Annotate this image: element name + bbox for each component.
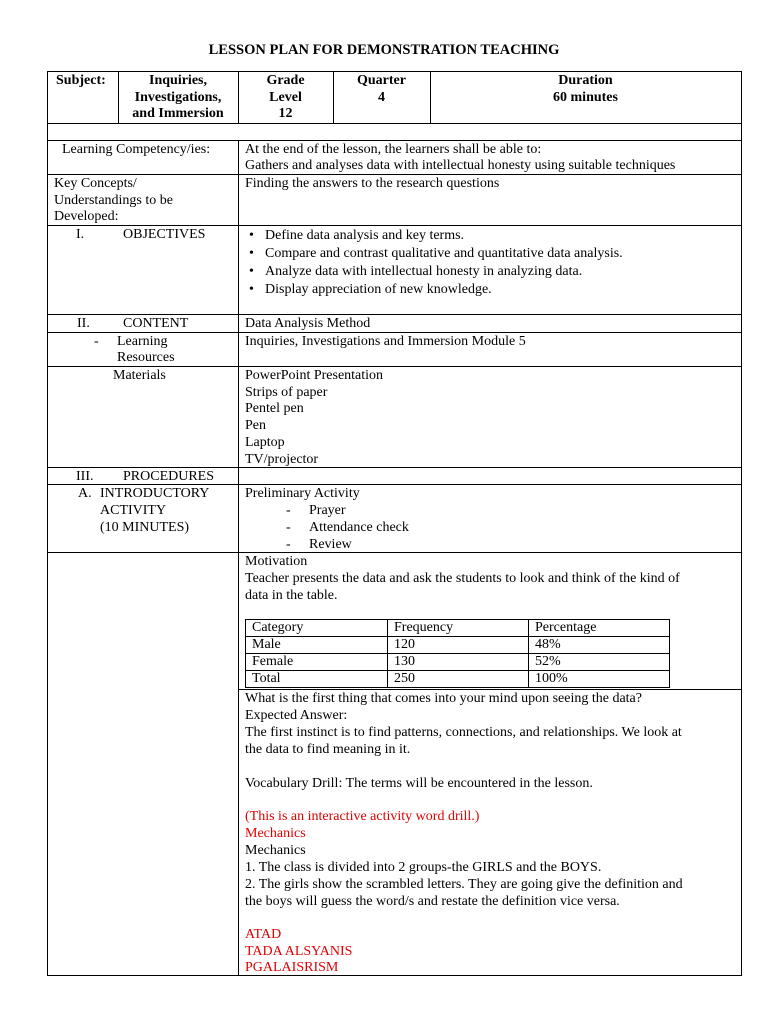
motivation-line-1: Teacher presents the data and ask the students to look and think of the kind of [245, 571, 680, 586]
expected-answer-label: Expected Answer: [245, 708, 348, 723]
objective-item: • Analyze data with intellectual honesty in analyzing data. [244, 263, 623, 281]
material-item: TV/projector [245, 452, 319, 467]
table-cell: Male [246, 637, 388, 654]
grade-line-3: 12 [278, 106, 293, 121]
scrambled-word: PGALAISRISM [245, 960, 339, 975]
objectives-number: I. [76, 227, 85, 242]
scrambled-word: ATAD [245, 927, 282, 942]
material-item: Strips of paper [245, 385, 328, 400]
content-number: II. [77, 316, 90, 331]
resources-label-1: Learning [117, 334, 168, 349]
content-heading: CONTENT [123, 316, 189, 331]
objectives-heading: OBJECTIVES [123, 227, 206, 242]
subject-line-3: and Immersion [132, 106, 224, 121]
key-concepts-label-2: Understandings to be [54, 193, 173, 208]
table-row [246, 654, 670, 671]
key-concepts-label-3: Developed: [54, 209, 119, 224]
table-cell: Total [246, 671, 388, 688]
table-header-cell: Category [246, 620, 388, 637]
interactive-note: (This is an interactive activity word drill.) [245, 809, 480, 824]
competency-label: Learning Competency/ies: [62, 142, 211, 157]
table-cell: 130 [388, 654, 529, 671]
mechanics-heading: Mechanics [245, 843, 306, 858]
resources-label-2: Resources [117, 350, 175, 365]
table-cell: Female [246, 654, 388, 671]
scrambled-word: TADA ALSYANIS [245, 944, 353, 959]
content-value: Data Analysis Method [245, 316, 371, 331]
key-concepts-label-1: Key Concepts/ [54, 176, 137, 191]
list-dash: - [286, 537, 291, 552]
data-table [245, 619, 670, 688]
intro-label-1: INTRODUCTORY [100, 486, 210, 501]
procedures-number: III. [76, 469, 94, 484]
document-title: LESSON PLAN FOR DEMONSTRATION TEACHING [208, 42, 560, 58]
table-header-row [246, 620, 670, 637]
vocabulary-drill: Vocabulary Drill: The terms will be encountered in the lesson. [245, 776, 593, 791]
mechanics-line-1: 1. The class is divided into 2 groups-the GIRLS and the BOYS. [245, 860, 602, 875]
resources-value: Inquiries, Investigations and Immersion Module 5 [245, 334, 526, 349]
quarter-line-2: 4 [378, 90, 385, 105]
subject-line-2: Investigations, [134, 90, 222, 105]
answer-line-2: the data to find meaning in it. [245, 742, 411, 757]
intro-label-3: (10 MINUTES) [100, 520, 190, 535]
table-cell: 52% [529, 654, 670, 671]
grade-line-2: Level [269, 90, 302, 105]
preliminary-item: Prayer [309, 503, 346, 518]
table-cell: 250 [388, 671, 529, 688]
list-dash: - [286, 503, 291, 518]
subject-label: Subject: [56, 73, 106, 88]
competency-line-1: At the end of the lesson, the learners shall be able to: [245, 142, 542, 157]
table-cell: 120 [388, 637, 529, 654]
subject-line-1: Inquiries, [149, 73, 207, 88]
motivation-title: Motivation [245, 554, 308, 569]
duration-line-2: 60 minutes [553, 90, 618, 105]
resources-dash: - [94, 334, 99, 349]
objective-item: • Define data analysis and key terms. [244, 227, 623, 245]
table-row [246, 671, 670, 688]
grade-line-1: Grade [266, 73, 305, 88]
competency-line-2: Gathers and analyses data with intellectual honesty using suitable techniques [245, 158, 676, 173]
preliminary-title: Preliminary Activity [245, 486, 360, 501]
list-dash: - [286, 520, 291, 535]
quarter-line-1: Quarter [357, 73, 406, 88]
materials-label: Materials [113, 368, 166, 383]
mechanics-line-2: 2. The girls show the scrambled letters. They are going give the definition and [245, 877, 683, 892]
answer-line-1: The first instinct is to find patterns, connections, and relationships. We look at [245, 725, 682, 740]
intro-label-2: ACTIVITY [100, 503, 167, 518]
table-header-cell: Percentage [529, 620, 670, 637]
preliminary-item: Attendance check [309, 520, 409, 535]
material-item: PowerPoint Presentation [245, 368, 384, 383]
table-cell: 100% [529, 671, 670, 688]
question-text: What is the first thing that comes into your mind upon seeing the data? [245, 691, 642, 706]
key-concepts-value: Finding the answers to the research questions [245, 176, 500, 191]
duration-line-1: Duration [558, 73, 613, 88]
objective-item: • Compare and contrast qualitative and quantitative data analysis. [244, 245, 623, 263]
mechanics-line-3: the boys will guess the word/s and restate the definition vice versa. [245, 894, 620, 909]
objectives-list [244, 227, 623, 299]
table-header-cell: Frequency [388, 620, 529, 637]
material-item: Pentel pen [245, 401, 304, 416]
intro-letter: A. [78, 486, 92, 501]
material-item: Laptop [245, 435, 285, 450]
preliminary-item: Review [309, 537, 352, 552]
table-cell: 48% [529, 637, 670, 654]
objective-item: • Display appreciation of new knowledge. [244, 281, 623, 299]
mechanics-red: Mechanics [245, 826, 306, 841]
material-item: Pen [245, 418, 266, 433]
motivation-line-2: data in the table. [245, 588, 338, 603]
procedures-heading: PROCEDURES [123, 469, 215, 484]
table-row [246, 637, 670, 654]
